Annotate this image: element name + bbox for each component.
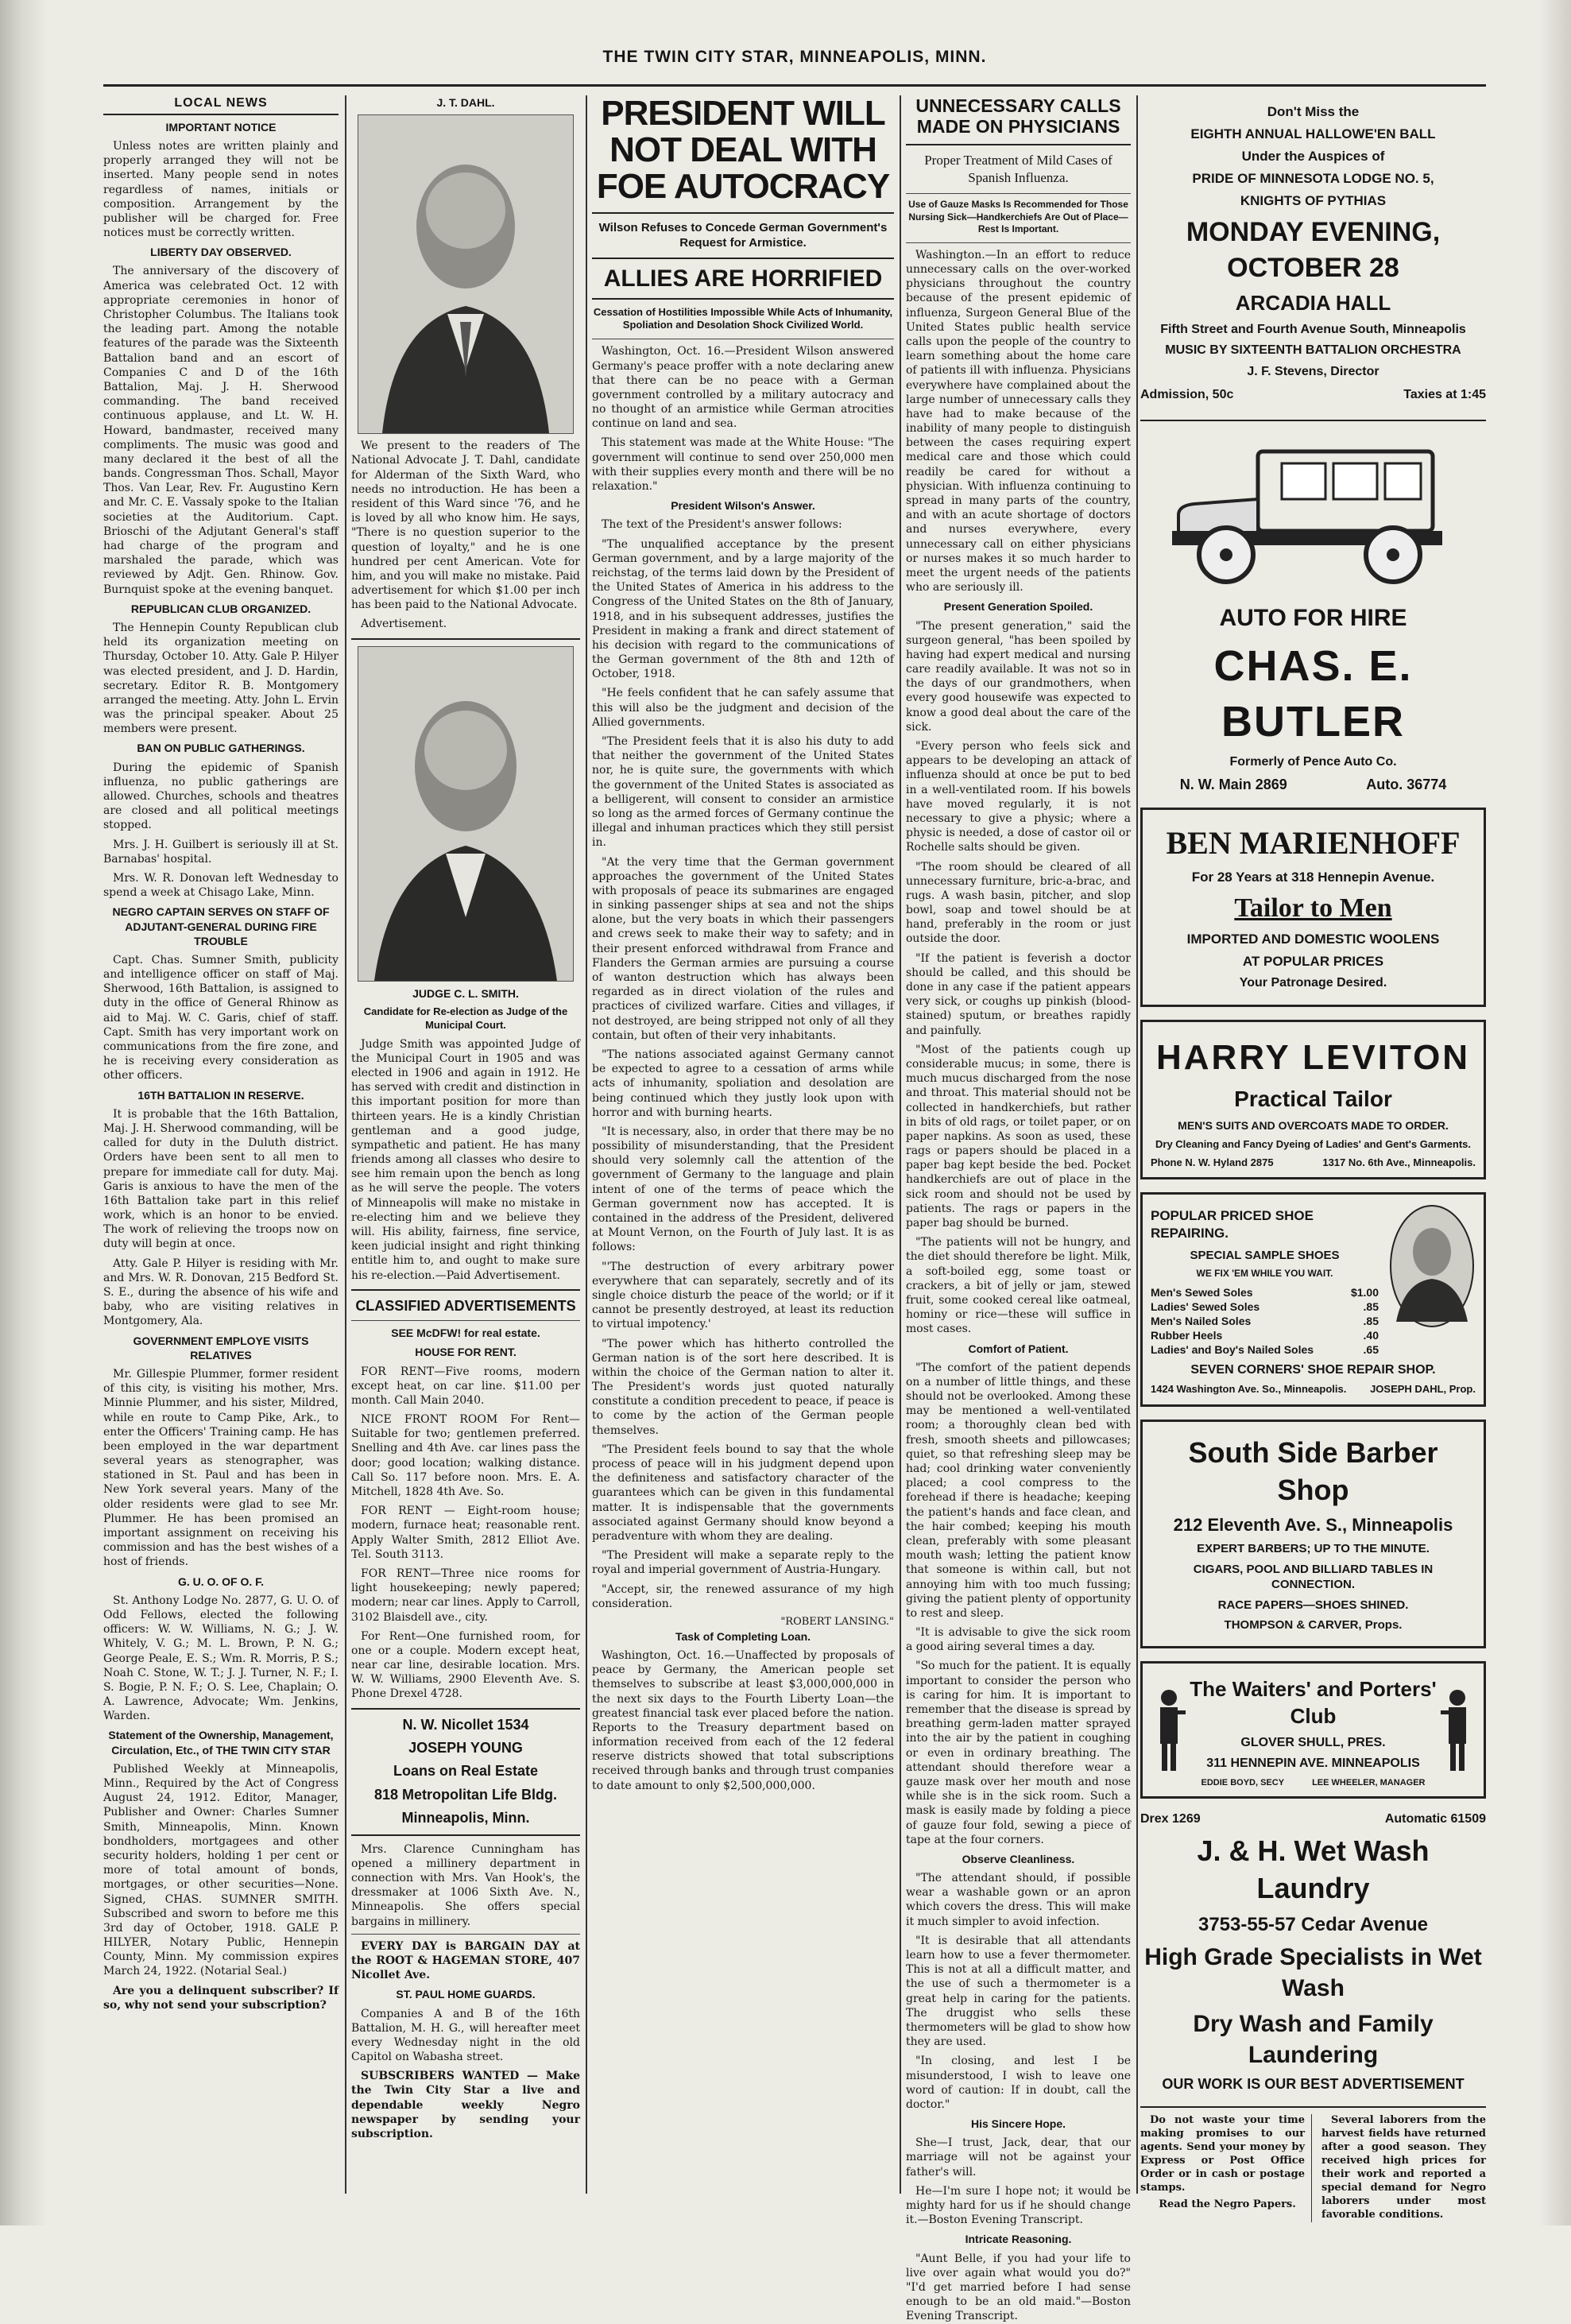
deck: Proper Treatment of Mild Cases of Spanish Influenza. xyxy=(924,152,1112,185)
article-text: Are you a delinquent subscriber? If so, why not send your subscription? xyxy=(103,1984,339,2012)
article-text: "Accept, sir, the renewed assurance of my high consideration. xyxy=(592,1582,894,1610)
article-text: "It is necessary, also, in order that there may be no possibility of misunderstanding, that the President should very solemnly call the attention of the government of Germany to the language and plain intent of one of the terms of peace which the German government now has accepted. It is contained in the address of the President, delivered at Mount Vernon, on the Fourth of July last. It is as follows: xyxy=(592,1125,894,1254)
article-heading: ST. PAUL HOME GUARDS. xyxy=(396,1988,536,2001)
ad-phone: Phone N. W. Hyland 2875 xyxy=(1151,1156,1274,1168)
article-text: "The comfort of the patient depends on a number of little things, and these should not be overlooked. Among these may be mentioned a well-ventilated room; a thoroughly clean bed with fresh, smooth sheets and pillowcases; quiet, so that refreshing sleep may be had; cool drinking water conveniently placed; a cool compress to the forehead if there is headache; keeping the patient's hands and face clean, and the hair combed; keeping his mouth clean, preferably with some pleasant mouth wash; letting the patient know that someone is within call, but not annoying him with too much fussing; giving the patient plenty of opportunity to rest and sleep. xyxy=(906,1361,1131,1620)
ad-date: MONDAY EVENING, OCTOBER 28 xyxy=(1186,217,1441,283)
article-text: She—I trust, Jack, dear, that our marriage will not be against your father's will. xyxy=(906,2136,1131,2179)
divider xyxy=(592,212,894,214)
section-title: CLASSIFIED ADVERTISEMENTS xyxy=(355,1297,576,1314)
price-row xyxy=(1151,1285,1379,1300)
deck: Use of Gauze Masks Is Recommended for Those Nursing Sick—Handkerchiefs Are Out of Place—Rest Is Important. xyxy=(908,199,1128,235)
ad-line: MEN'S SUITS AND OVERCOATS MADE TO ORDER. xyxy=(1178,1119,1449,1133)
column-local-news xyxy=(103,95,339,2194)
headline-secondary: ALLIES ARE HORRIFIED xyxy=(603,265,883,292)
divider xyxy=(351,1320,580,1321)
ad-line: Formerly of Pence Auto Co. xyxy=(1229,755,1397,769)
article-text: "The power which has hitherto controlled the German nation is of the sort here described. It is within the choice of the German nation to alter it. The President's words just quoted naturally constitute a condition precedent to peace, if peace is to come by the action of the German people themselves. xyxy=(592,1337,894,1437)
column-rule xyxy=(900,95,901,2194)
ad-line: Fifth Street and Fourth Avenue South, Minneapolis xyxy=(1160,322,1466,336)
classified-ad: FOR RENT — Eight-room house; modern, furnace heat; reasonable rent. Apply Walter Smith, 2812 Elliot Ave. Tel. South 3113. xyxy=(351,1505,580,1561)
halloween-ball-ad xyxy=(1140,95,1486,407)
masthead-rule xyxy=(103,84,1486,87)
ad-line: CIGARS, POOL AND BILLIARD TABLES IN CONNECTION. xyxy=(1193,1562,1434,1592)
ad-taxies: Taxies at 1:45 xyxy=(1403,388,1486,402)
deck: Wilson Refuses to Concede German Government's Request for Armistice. xyxy=(598,220,888,250)
ad-line: RACE PAPERS—SHOES SHINED. xyxy=(1217,1598,1409,1612)
subheading: Present Generation Spoiled. xyxy=(943,600,1093,614)
ad-address: 311 HENNEPIN AVE. MINNEAPOLIS xyxy=(1206,1757,1420,1771)
ad-address: 1317 No. 6th Ave., Minneapolis. xyxy=(1322,1156,1476,1168)
subheading: Intricate Reasoning. xyxy=(965,2233,1072,2246)
ad-phone: Drex 1269 xyxy=(1140,1812,1201,1826)
ad-address: 1424 Washington Ave. So., Minneapolis. xyxy=(1151,1383,1347,1396)
subheading: President Wilson's Answer. xyxy=(671,499,815,513)
article-text: Mrs. J. H. Guilbert is seriously ill at St. Barnabas' hospital. xyxy=(103,838,339,866)
article-text: "He feels confident that he can safely assume that this will also be the judgment and decision of the Allied governments. xyxy=(592,687,894,729)
ad-line: OUR WORK IS OUR BEST ADVERTISEMENT xyxy=(1162,2076,1465,2093)
article-heading: GOVERNMENT EMPLOYE VISITS RELATIVES xyxy=(133,1334,309,1361)
ad-line: EXPERT BARBERS; UP TO THE MINUTE. xyxy=(1197,1542,1430,1556)
ad-line: PRIDE OF MINNESOTA LODGE NO. 5, xyxy=(1192,171,1434,187)
auto-for-hire-ad xyxy=(1140,428,1486,795)
article-text: Published Weekly at Minneapolis, Minn., Required by the Act of Congress August 24, 1912. Editor, Manager, Publisher and Owner: Charles Sumner Smith, Minneapolis, Minn. Known bondholders, mortgagees and other security holders, holding 1 per cent or more of total amount of bonds, mortgages, or other securities—None. Signed, CHAS. SUMNER SMITH. Subscribed and sworn to before me this 3rd day of October, 1918. GALE P. HILYER, Notary Public, Hennepin County, Minn. My commission expires March 24, 1922. (Notarial Seal.) xyxy=(103,1762,339,1978)
ad-line: Don't Miss the xyxy=(1267,104,1360,119)
shoe-ad-body xyxy=(1151,1203,1476,1357)
article-text: "The President feels that it is also his duty to add that neither the government of the United States nor, he is quite sure, the governments with which the government of the United States is associated as a belligerent, will consent to consider an armistice so long as the armed forces of Germany continue the illegal and inhuman practices which they still persist in. xyxy=(592,735,894,850)
article-text: "The unqualified acceptance by the present German government, and by a large majority of the reichstag, of the terms laid down by the President of the United States of America in his address to the Congress of the United States on the 8th of January, 1918, and in his subsequent addresses, justifies the President in making a frank and direct statement of his decision with regard to the communications of the German government of the 8th and 12th of October, 1918. xyxy=(592,537,894,681)
section-title: LOCAL NEWS xyxy=(103,95,339,115)
price-item: Ladies' Sewed Soles xyxy=(1151,1300,1260,1313)
ad-footer xyxy=(1187,1777,1439,1788)
masthead: THE TWIN CITY STAR, MINNEAPOLIS, MINN. xyxy=(602,48,987,66)
article-text: "If the patient is feverish a doctor should be called, and this should be done in any case if the patient appears very sick, or coughs up pinkish (blood-stained) sputum, or breathes rapidly and painfully. xyxy=(906,951,1131,1037)
price-value: .40 xyxy=(1363,1329,1379,1342)
article-text: This statement was made at the White House: "The government will continue to send over 250,000 men with their supplies every month and there will be no relaxation." xyxy=(592,436,894,494)
divider xyxy=(351,638,580,640)
column-rule xyxy=(1136,95,1138,2194)
waiter-figure-icon xyxy=(1151,1687,1187,1774)
headline: PRESIDENT WILL NOT DEAL WITH FOE AUTOCRACY xyxy=(596,94,890,207)
automobile-illustration xyxy=(1163,436,1465,587)
divider xyxy=(906,144,1131,145)
article-heading: BAN ON PUBLIC GATHERINGS. xyxy=(137,742,305,755)
article-heading: LIBERTY DAY OBSERVED. xyxy=(150,246,292,259)
page-edge-right xyxy=(1539,0,1571,2225)
article-heading: NEGRO CAPTAIN SERVES ON STAFF OF ADJUTANT-GENERAL DURING FIRE TROUBLE xyxy=(112,905,330,947)
portrait-photo xyxy=(358,646,574,982)
ad-name: South Side Barber Shop xyxy=(1188,1436,1438,1507)
notice-signature: Read the Negro Papers. xyxy=(1159,2198,1296,2210)
ad-line: High Grade Specialists in Wet Wash xyxy=(1144,1944,1482,2002)
price-item: Rubber Heels xyxy=(1151,1329,1223,1342)
waiters-ad-body xyxy=(1151,1671,1476,1788)
price-item: Men's Nailed Soles xyxy=(1151,1315,1252,1328)
ad-secretary: EDDIE BOYD, SECY xyxy=(1201,1778,1285,1788)
column-advertisements xyxy=(1140,95,1486,2221)
ad-phones xyxy=(1140,776,1486,794)
ad-line: THOMPSON & CARVER, Props. xyxy=(1224,1618,1403,1633)
column-president xyxy=(592,95,894,2194)
ad-name: HARRY LEVITON xyxy=(1155,1037,1471,1077)
loan-line: Loans on Real Estate xyxy=(393,1763,539,1780)
article-text: "The room should be cleared of all unnecessary furniture, bric-a-brac, and rugs. A wash basin, pitcher, and slop bowl, soap and towel should be at hand, preferably in the room or just outside the door. xyxy=(906,860,1131,946)
ad-name: J. & H. Wet Wash Laundry xyxy=(1197,1834,1430,1905)
article-text: "In closing, and lest I be misunderstood, I wish to leave one word of caution: If in doubt, call the doctor." xyxy=(906,2055,1131,2111)
article-text: He—I'm sure I hope not; it would be mighty hard for us if he should change it.—Boston Evening Transcript. xyxy=(906,2184,1131,2227)
divider xyxy=(592,298,894,300)
classified-ad: NICE FRONT ROOM For Rent—Suitable for two; gentlemen preferred. Snelling and 4th Ave. car lines pass the door; good location; walking distance. Call So. 117 before noon. Mrs. E. A. Mitchell, 1828 4th Ave. So. xyxy=(351,1413,580,1499)
article-text: Atty. Gale P. Hilyer is residing with Mr. and Mrs. W. R. Donovan, 215 Bedford St. S. E., during the absence of his wife and baby, who are visiting relatives in Montgomery, Ala. xyxy=(103,1257,339,1328)
article-text: St. Anthony Lodge No. 2877, G. U. O. of Odd Fellows, elected the following officers: W. W. Williams, N. G.; J. W. Whitely, V. G.; M. L. Brown, P. N. G.; George Peale, E. S.; Wm. R. Morris, P. S.; Noah C. Stone, W. T.; J. J. Turner, N. F.; I. S. Bogie, P. N. F.; O. S. Lee, Chaplain; O. A. Lawrence, Advocate; Wm. Jenkins, Warden. xyxy=(103,1594,339,1723)
article-text: Capt. Chas. Sumner Smith, publicity and intelligence officer on staff of Maj. Sherwood, 16th Battalion, is assigned to duty in the office of General Rhinow as aid to Maj. W. C. Garis, chief of staff. Capt. Smith has very important work on communications from the fire zone, and he is receiving every consideration as other officers. xyxy=(103,953,339,1083)
ad-footer xyxy=(1151,1383,1476,1396)
ad-phone: Auto. 36774 xyxy=(1366,777,1447,793)
notice-right xyxy=(1321,2114,1486,2221)
article-text: Washington, Oct. 16.—Unaffected by proposals of peace by Germany, the American people set themselves to subscribe at least $3,000,000,000 in the next six days to the Fourth Liberty Loan—the greatest financial task ever placed before the nation. Reports to the Treasury department based on information received from each of the 12 federal reserve districts showed that total subscriptions received through banks and through trust companies to date amount to only $2,500,000,000. xyxy=(592,1648,894,1792)
ad-text: EVERY DAY is BARGAIN DAY at the ROOT & HAGEMAN STORE, 407 Nicollet Ave. xyxy=(351,1939,580,1982)
article-heading: HOUSE FOR RENT. xyxy=(415,1346,517,1359)
article-text: "The attendant should, if possible wear a washable gown or an apron which covers the dress. This will make it much simpler to avoid infection. xyxy=(906,1872,1131,1928)
article-text: "It is desirable that all attendants learn how to use a fever thermometer. This is not at all a difficult matter, and the use of such a thermometer is a great help in caring for the patients. The druggist who sells these thermometers will be glad to show how they are used. xyxy=(906,1934,1131,2049)
article-text: Unless notes are written plainly and properly arranged they will not be inserted. Many people send in notes regardless of names, initials or composition. Arrangement by the publisher will be charged for. Free notices must be correctly written. xyxy=(103,139,339,240)
article-text: During the epidemic of Spanish influenza, no public gatherings are allowed. Churches, schools and theatres are closed and all political meetings stopped. xyxy=(103,761,339,832)
divider xyxy=(351,1708,580,1710)
ad-proprietor: JOSEPH DAHL, Prop. xyxy=(1370,1383,1476,1396)
ad-line: Your Patronage Desired. xyxy=(1239,976,1387,990)
subheading: Observe Cleanliness. xyxy=(962,1852,1075,1865)
notice-text: Several laborers from the harvest fields have returned after a good season. They received high prices for their work and reported a special demand for Negro laborers under most favorable conditions. xyxy=(1321,2114,1486,2221)
waiters-club-ad xyxy=(1140,1661,1486,1799)
ad-footer xyxy=(1151,1156,1476,1170)
ad-line: J. F. Stevens, Director xyxy=(1247,365,1379,379)
ben-marienhoff-ad xyxy=(1140,808,1486,1007)
column-candidates xyxy=(351,95,580,2194)
article-text: Mr. Gillespie Plummer, former resident of this city, is visiting his mother, Mrs. Minnie Plummer, and his sister, Mildred, while en route to Camp Pike, Ark., to enter the Officers' Training camp. He has been employed in the war department several years as stenographer, was stationed in St. Paul and has been in New York several years. Many of the older residents were glad to see Mr. Plummer. He has been promised an important assignment on receiving his commission and has the best wishes of a host of friends. xyxy=(103,1367,339,1569)
article-text: It is probable that the 16th Battalion, Maj. J. H. Sherwood commanding, will be called for duty in the Duluth district. Orders have been sent to all men to prepare for immediate call for duty. Maj. Garis is anxious to have the men of the 16th Battalion take part in this relief work, which is an honor to be envied. The work of relieving the troops now on duty will begin at once. xyxy=(103,1107,339,1251)
classified-ad: FOR RENT—Five rooms, modern except heat, on car line. $11.00 per month. Call Main 2040. xyxy=(351,1365,580,1407)
loan-address: 818 Metropolitan Life Bldg. xyxy=(373,1786,558,1803)
ad-tagline: Tailor to Men xyxy=(1234,893,1392,923)
divider xyxy=(906,193,1131,194)
ad-name: The Waiters' and Porters' Club xyxy=(1190,1676,1437,1728)
ad-line: SPECIAL SAMPLE SHOES xyxy=(1190,1248,1340,1262)
article-text: "'The destruction of every arbitrary power everywhere that can separately, secretly and of its single choice disturb the peace of the world; or if it cannot be presently destroyed, at least its reduction to virtual impotency.' xyxy=(592,1260,894,1331)
ad-manager: LEE WHEELER, MANAGER xyxy=(1312,1778,1426,1788)
article-heading: REPUBLICAN CLUB ORGANIZED. xyxy=(130,602,311,615)
ad-address: 3753-55-57 Cedar Avenue xyxy=(1198,1913,1429,1935)
classified-ad: FOR RENT—Three nice rooms for light housekeeping; newly papered; modern; near car lines. Apply to Carroll, 3102 Blaisdell ave., city. xyxy=(351,1567,580,1624)
article-text: Mrs. W. R. Donovan left Wednesday to spend a week at Chisago Lake, Minn. xyxy=(103,871,339,900)
article-heading: Statement of the Ownership, Management, Circulation, Etc., of THE TWIN CITY STAR xyxy=(108,1729,334,1757)
loan-phone: N. W. Nicollet 1534 xyxy=(402,1716,529,1733)
ad-line: AT POPULAR PRICES xyxy=(1242,953,1384,969)
column-rule xyxy=(586,95,587,2194)
ad-name: CHAS. E. BUTLER xyxy=(1213,642,1413,746)
laundry-ad xyxy=(1140,1811,1486,2094)
page-edge-left xyxy=(0,0,48,2225)
ad-name: BEN MARIENHOFF xyxy=(1166,824,1461,861)
ad-line: WE FIX 'EM WHILE YOU WAIT. xyxy=(1196,1268,1333,1280)
ad-shop-name: SEVEN CORNERS' SHOE REPAIR SHOP. xyxy=(1190,1362,1436,1377)
subheading: Comfort of Patient. xyxy=(968,1342,1069,1355)
article-text: The text of the President's answer follows: xyxy=(602,518,842,532)
waiters-ad-text xyxy=(1187,1671,1439,1788)
porter-figure-icon xyxy=(1439,1687,1476,1774)
divider xyxy=(592,258,894,259)
article-heading: G. U. O. OF O. F. xyxy=(177,1575,265,1588)
divider xyxy=(906,242,1131,243)
ad-line: MUSIC BY SIXTEENTH BATTALION ORCHESTRA xyxy=(1165,343,1461,358)
classified-line: SEE McDFW! for real estate. xyxy=(391,1327,540,1340)
subheading: Task of Completing Loan. xyxy=(675,1629,811,1643)
price-item: Ladies' and Boy's Nailed Soles xyxy=(1151,1343,1314,1357)
headline: UNNECESSARY CALLS MADE ON PHYSICIANS xyxy=(915,95,1121,138)
article-text: Mrs. Clarence Cunningham has opened a millinery department in connection with Mrs. Van Hook's, the dressmaker at 1006 Sixth Ave. N., Minneapolis. She offers special bargains in millinery. xyxy=(351,1842,580,1928)
proprietor-portrait xyxy=(1388,1203,1476,1330)
ad-title: AUTO FOR HIRE xyxy=(1219,605,1407,632)
price-value: $1.00 xyxy=(1350,1285,1379,1299)
ad-address: 212 Eleventh Ave. S., Minneapolis xyxy=(1173,1514,1453,1535)
price-row xyxy=(1151,1342,1379,1357)
harry-leviton-ad xyxy=(1140,1020,1486,1180)
subheading: His Sincere Hope. xyxy=(970,2117,1066,2131)
portrait-illustration xyxy=(358,115,573,433)
article-text: "So much for the patient. It is equally important to consider the person who is caring for him. It is important to remember that the disease is spread by breathing germ-laden matter sprayed into the air by the patient in coughing or even in ordinary breathing. The attendant should therefore wear a gauze mask over her mouth and nose while she is in the sick room. Such a mask is easily made by folding a piece of gauze four fold, sewing a piece of tape at the four corners. xyxy=(906,1660,1131,1846)
portrait-photo xyxy=(358,114,574,434)
signature: "ROBERT LANSING." xyxy=(780,1615,894,1628)
classified-ad: For Rent—One furnished room, for one or a couple. Modern except heat, near car line, desirable location. Mrs. W. W. Williams, 2900 Eleventh Ave. S. Phone Drexel 4728. xyxy=(351,1629,580,1701)
ad-phone: N. W. Main 2869 xyxy=(1179,777,1287,793)
article-text: Washington.—In an effort to reduce unnecessary calls on the over-worked physicians throughout the country because of the present epidemic of influenza, Surgeon General Blue of the United States public health service calls upon the people of the country to learn something about the home care of patients ill with influenza. Physicians everywhere have complained about the large number of unnecessary calls they have had to make because of the inability of many people to distinguish between the cases requiring expert medical care and those which could readily be cared for without a physician. With influenza continuing to spread in many parts of the country, and with an acute shortage of doctors and nurses everywhere, every unnecessary call on either physicians or nurses makes it so much harder to meet the urgent needs of the patients who are seriously ill. xyxy=(906,248,1131,595)
bottom-notices xyxy=(1140,2114,1486,2221)
article-text: "Most of the patients cough up considerable mucus; in some, there is much mucus discharged from the nose and throat. This material should not be collected in handkerchiefs, but rather in bits of old rags, or toilet paper, or on paper napkins. As soon as used, these rags or papers should be placed in a paper bag kept beside the bed. Pocket handkerchiefs are out of place in the sick room and should not be used by patients. The rags or papers in the paper bag should be burned. xyxy=(906,1043,1131,1230)
ad-phone: Automatic 61509 xyxy=(1384,1812,1486,1826)
ad-line: Dry Cleaning and Fancy Dyeing of Ladies' and Gent's Garments. xyxy=(1155,1137,1471,1150)
article-heading: 16TH BATTALION IN RESERVE. xyxy=(137,1088,304,1102)
barber-shop-ad xyxy=(1140,1420,1486,1648)
ad-line: IMPORTED AND DOMESTIC WOOLENS xyxy=(1186,931,1440,947)
article-text: "The President will make a separate reply to the royal and imperial government of Austria-Hungary. xyxy=(592,1549,894,1577)
price-row xyxy=(1151,1314,1379,1328)
ad-phones xyxy=(1140,1811,1486,1828)
ad-title: POPULAR PRICED SHOE REPAIRING. xyxy=(1151,1208,1314,1241)
portrait-illustration xyxy=(358,647,573,981)
price-row xyxy=(1151,1300,1379,1314)
price-list xyxy=(1151,1285,1379,1358)
loan-city: Minneapolis, Minn. xyxy=(401,1810,530,1826)
newspaper-page xyxy=(103,48,1518,2323)
divider xyxy=(1140,2106,1486,2108)
divider xyxy=(351,1934,580,1935)
ad-admission: Admission, 50c xyxy=(1140,388,1234,402)
notice-text: Do not waste your time making promises to our agents. Send your money by Express or Post Office Order or in cash or postage stamps. xyxy=(1140,2114,1305,2194)
ad-line: KNIGHTS OF PYTHIAS xyxy=(1240,193,1387,209)
article-text: "The President feels bound to say that the whole process of peace will in his judgment depend upon the definiteness and satisfactory character of the guarantees which can be given in this fundamental matter. It is indispensable that the governments associated against Germany should know beyond a peradventure with whom they are dealing. xyxy=(592,1443,894,1543)
portrait-caption: J. T. DAHL. xyxy=(436,96,495,109)
price-value: .65 xyxy=(1363,1343,1379,1357)
article-text: The Hennepin County Republican club held its organization meeting on Thursday, October 10. Atty. Gale P. Hilyer was elected president, and J. D. Hardin, secretary. Editor R. B. Montgomery arranged the meeting. Atty. John L. Ervin was the principal speaker. About 25 members were present. xyxy=(103,621,339,736)
article-text: We present to the readers of The National Advocate J. T. Dahl, candidate for Alderman of the Sixth Ward, who needs no introduction. He has been a resident of this Ward since '76, and he is loved by all who know him. He says, "There is no question superior to the question of loyalty," and he is one hundred per cent American. Vote for him, and you will make no mistake. Paid advertisement for which $1.00 per inch has been paid to the National Advocate. xyxy=(351,440,580,612)
ad-line: Under the Auspices of xyxy=(1241,149,1385,165)
article-text: The anniversary of the discovery of America was celebrated Oct. 12 with appropriate ceremonies in honor of Christopher Columbus. The Italians took the leading part. Among the notable features of the parade was the Sixteenth Battalion band and an escort of Companies C and D of the 16th Battalion, Maj. J. H. Sherwood commanding. The band received continuous applause, and Lt. W. H. Howard, bandmaster, received many compliments. The music was good and many declared it the best of all the bands. Congressman Thos. Schall, Mayor Thos. Van Lear, Rev. Fr. Augustino Kern and Mr. C. E. Vassaly spoke to the Italian societies at the Auditorium. Capt. Brioschi of the Adjutant General's staff had charge of the program and marshaled the parade, which was reviewed by Adjt. Gen. Rhinow. Gov. Burnquist spoke at the evening banquet. xyxy=(103,265,339,596)
divider xyxy=(1140,420,1486,421)
portrait-caption: JUDGE C. L. SMITH. xyxy=(412,986,519,1000)
advertisement-tag: Advertisement. xyxy=(361,618,447,631)
article-text: Companies A and B of the 16th Battalion, M. H. G., will hereafter meet every Wednesday night in the old Capitol on Wabasha street. xyxy=(351,2007,580,2064)
price-row xyxy=(1151,1328,1379,1342)
ad-line: EIGHTH ANNUAL HALLOWE'EN BALL xyxy=(1190,126,1436,142)
column-rule xyxy=(345,95,346,2194)
shoe-repair-ad xyxy=(1140,1192,1486,1407)
ad-tagline: Practical Tailor xyxy=(1234,1086,1392,1112)
article-text: "The nations associated against Germany cannot be expected to agree to a cessation of arms while acts of inhumanity, spoliation and desolation are being continued which they justly look upon with horror and with burning hearts. xyxy=(592,1048,894,1119)
divider xyxy=(351,1289,580,1291)
ad-line: For 28 Years at 318 Hennepin Avenue. xyxy=(1191,869,1435,885)
article-text: "Aunt Belle, if you had your life to live over again what would you do?" "I'd get married before I had sense enough to be an old maid."—Boston Evening Transcript. xyxy=(906,2252,1131,2323)
ad-footer xyxy=(1140,387,1486,404)
column-physicians xyxy=(906,95,1131,2323)
article-heading: IMPORTANT NOTICE xyxy=(165,120,277,134)
deck: Cessation of Hostilities Impossible While Acts of Inhumanity, Spoliation and Desolation Shock Civilized World. xyxy=(593,305,893,331)
article-text: "At the very time that the German government approaches the government of the United States with proposals of peace its submarines are engaged in sinking passenger ships at sea and not the ships alone, but the very boats in which their passengers and crews seek to make their way to safety; and in their present enforced withdrawal from France and Flanders the German armies are pursuing a course of wanton destruction which has always been regarded as in direct violation of the rules and practices of civilized warfare. Cities and villages, if not destroyed, are being stripped not only of all they contain, but often of their very inhabitants. xyxy=(592,855,894,1042)
ad-text: SUBSCRIBERS WANTED — Make the Twin City Star a live and dependable weekly Negro newspaper by sending your subscription. xyxy=(351,2070,580,2140)
divider xyxy=(351,1834,580,1836)
price-value: .85 xyxy=(1363,1300,1379,1313)
article-text: "The present generation," said the surgeon general, "has been spoiled by having had expert medical and nursing care readily available. It was not so in the days of our grandmothers, when every good housewife was expected to know a good deal about the care of the sick. xyxy=(906,619,1131,734)
price-item: Men's Sewed Soles xyxy=(1151,1285,1253,1299)
article-text: "The patients will not be hungry, and the diet should therefore be light. Milk, a soft-boiled egg, some toast or crackers, a bit of jelly or jam, stewed fruit, some cooked cereal like oatmeal, hominy or rice—these will suffice in most cases. xyxy=(906,1236,1131,1336)
ad-line: Dry Wash and Family Laundering xyxy=(1193,2011,1434,2069)
notice-left xyxy=(1140,2114,1312,2221)
article-text: "Every person who feels sick and appears to be developing an attack of influenza should at once be put to bed in a well-ventilated room. If his bowels have moved regularly, it is not necessary to give a physic; where a physic is needed, a dose of castor oil or Rochelle salts should be given. xyxy=(906,740,1131,854)
article-text: Judge Smith was appointed Judge of the Municipal Court in 1905 and was elected in 1906 and again in 1912. He has served with credit and distinction in this important position for more than thirteen years. He is a kindly Christian gentleman and a good judge, sympathetic and patient. He has many friends among all classes who desire to see him remain upon the bench as long as he will serve the people. The voters of Minneapolis will make no mistake in re-electing him and we believe they will. His ability, fairness, fine service, keen judicial insight and right thinking entitle him to, and ought to make sure his re-election.—Paid Advertisement. xyxy=(351,1037,580,1282)
ad-venue: ARCADIA HALL xyxy=(1235,290,1391,315)
shoe-ad-text xyxy=(1151,1203,1379,1357)
loan-name: JOSEPH YOUNG xyxy=(408,1740,523,1757)
portrait-subcaption: Candidate for Re-election as Judge of the Municipal Court. xyxy=(363,1005,568,1031)
price-value: .85 xyxy=(1363,1315,1379,1328)
article-text: "It is advisable to give the sick room a good airing several times a day. xyxy=(906,1626,1131,1654)
article-text: Washington, Oct. 16.—President Wilson answered Germany's peace proffer with a note declaring anew that there can be no peace with a German government controlled by a military autocracy and no thought of an armistice while German atrocities continue on land and sea. xyxy=(592,345,894,431)
ad-line: GLOVER SHULL, PRES. xyxy=(1240,1735,1386,1749)
